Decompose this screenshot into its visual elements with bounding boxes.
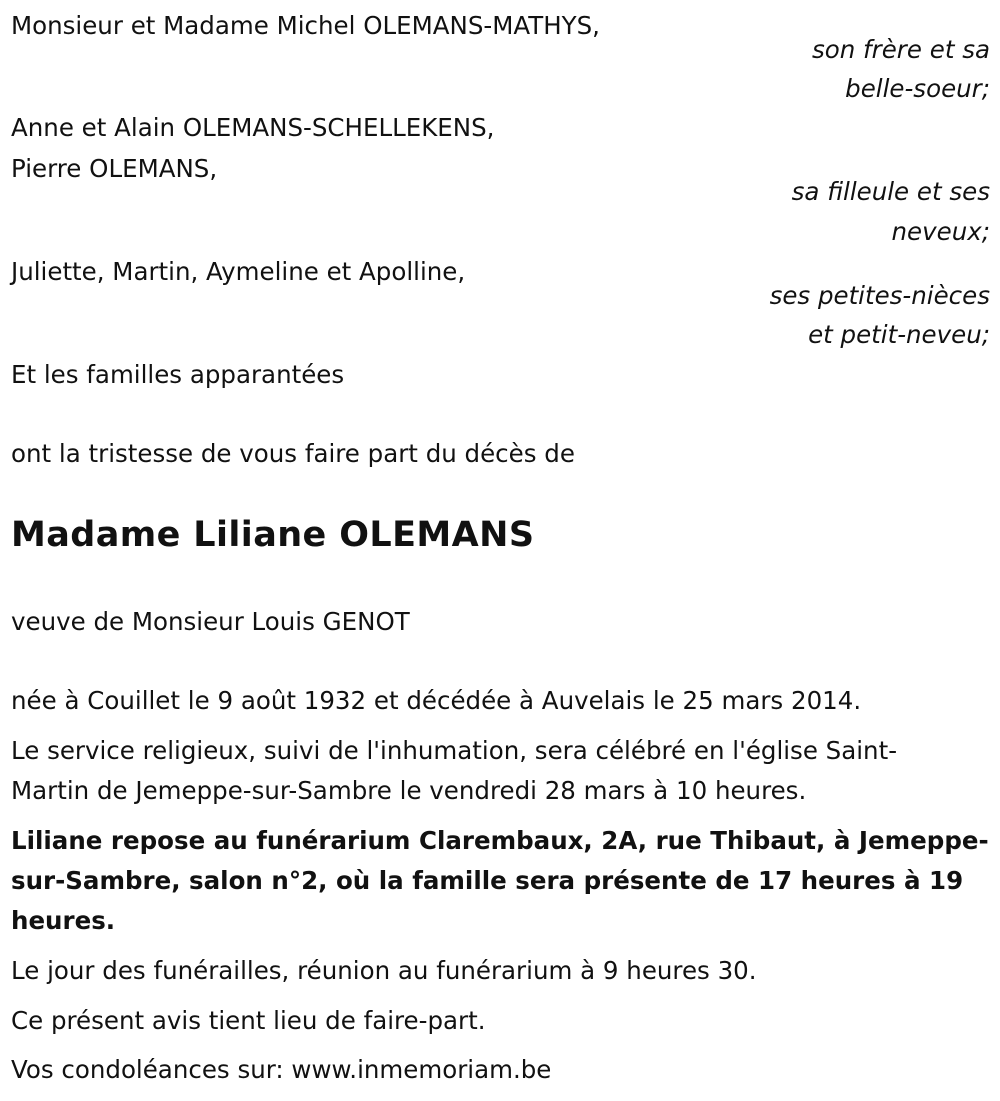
deceased-name: Madame Liliane OLEMANS xyxy=(11,515,535,555)
family-line-2: Anne et Alain OLEMANS-SCHELLEKENS, xyxy=(11,113,495,142)
notice-line: Ce présent avis tient lieu de faire-part. xyxy=(11,1006,486,1035)
relation-1a: son frère et sa xyxy=(811,35,990,64)
service-line-2: Martin de Jemeppe-sur-Sambre le vendredi 28 mars à 10 heures. xyxy=(11,776,807,805)
rests-line-3: heures. xyxy=(11,906,116,935)
relation-2a: sa filleule et ses xyxy=(791,177,990,206)
rests-line-1: Liliane repose au funérarium Clarembaux, 2A, rue Thibaut, à Jemeppe- xyxy=(11,826,989,855)
relation-3b: et petit-neveu; xyxy=(808,320,990,349)
family-line-1: Monsieur et Madame Michel OLEMANS-MATHYS, xyxy=(11,11,600,40)
announcement-intro: ont la tristesse de vous faire part du décès de xyxy=(11,439,575,468)
service-line-1: Le service religieux, suivi de l'inhumation, sera célébré en l'église Saint- xyxy=(11,736,898,765)
relation-1b: belle-soeur; xyxy=(845,74,990,103)
family-line-5: Et les familles apparantées xyxy=(11,360,345,389)
relation-2b: neveux; xyxy=(891,217,990,246)
family-line-4: Juliette, Martin, Aymeline et Apolline, xyxy=(11,257,466,286)
birth-death-line: née à Couillet le 9 août 1932 et décédée à Auvelais le 25 mars 2014. xyxy=(11,686,862,715)
rests-line-2: sur-Sambre, salon n°2, où la famille sera présente de 17 heures à 19 xyxy=(11,866,964,895)
funeral-day-line: Le jour des funérailles, réunion au funérarium à 9 heures 30. xyxy=(11,956,757,985)
widow-of: veuve de Monsieur Louis GENOT xyxy=(11,607,410,636)
relation-3a: ses petites-nièces xyxy=(769,281,990,310)
condolences-line: Vos condoléances sur: www.inmemoriam.be xyxy=(11,1055,552,1084)
family-line-3: Pierre OLEMANS, xyxy=(11,154,218,183)
